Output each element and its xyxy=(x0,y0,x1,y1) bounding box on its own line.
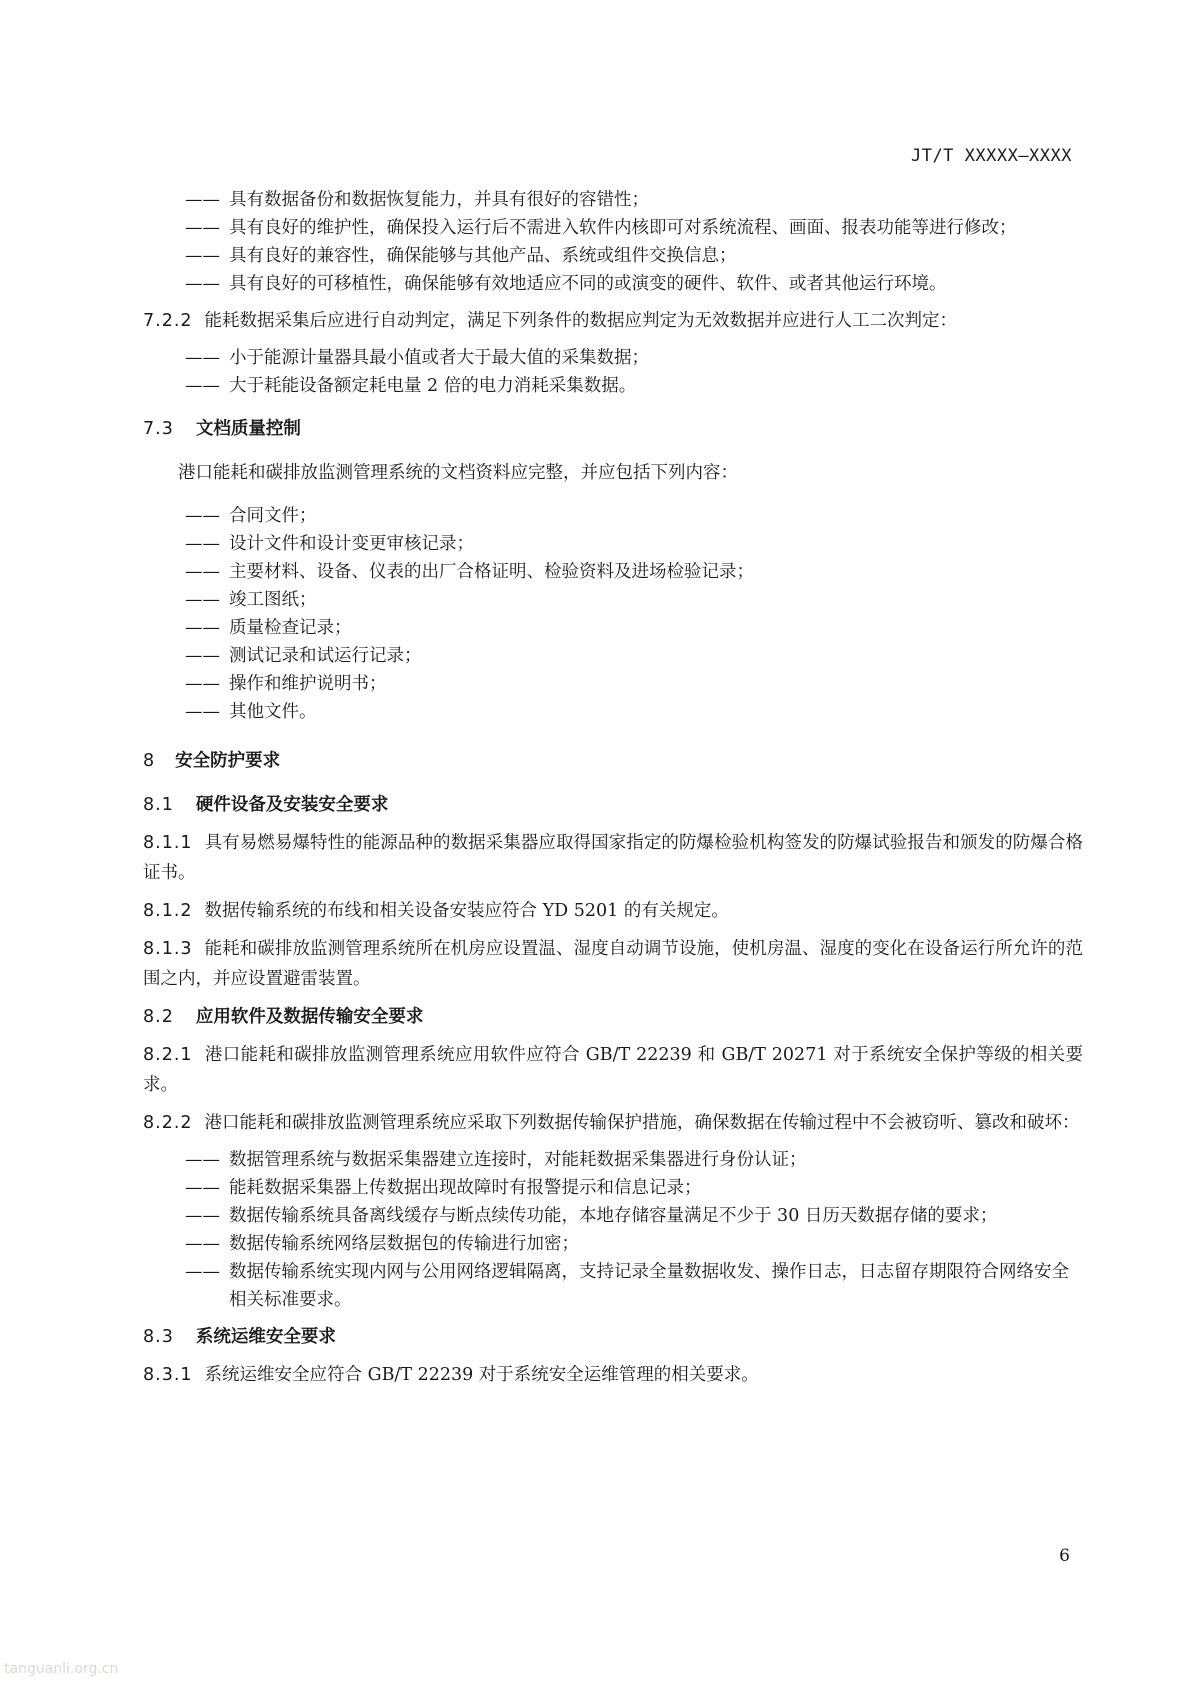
clause-8-2-2 xyxy=(143,1108,1083,1138)
section-number: 8.3 xyxy=(143,1327,174,1347)
dash-mark: —— xyxy=(185,274,220,294)
section-number: 8.2 xyxy=(143,1007,174,1027)
chapter-number: 8 xyxy=(143,751,156,771)
list-item-text: 具有良好的维护性，确保投入运行后不需进入软件内核即可对系统流程、画面、报表功能等进行修改； xyxy=(229,218,1017,238)
section-heading-8-2 xyxy=(143,1002,1083,1032)
clause-text: 港口能耗和碳排放监测管理系统应用软件应符合 GB/T 22239 和 GB/T 20271 对于系统安全保护等级的相关要求。 xyxy=(143,1045,1083,1095)
clause-text: 具有易燃易爆特性的能源品种的数据采集器应取得国家指定的防爆检验机构签发的防爆试验报告和颁发的防爆合格证书。 xyxy=(143,833,1083,883)
list-item xyxy=(185,614,1083,642)
list-item xyxy=(185,242,1083,270)
clause-text: 能耗和碳排放监测管理系统所在机房应设置温、湿度自动调节设施，使机房温、湿度的变化在设备运行所允许的范围之内，并应设置避雷装置。 xyxy=(143,939,1083,989)
list-item-text: 其他文件。 xyxy=(229,702,317,722)
site-watermark: tanguanli.org.cn xyxy=(4,1661,119,1677)
dash-mark: —— xyxy=(185,506,220,526)
section-number: 7.3 xyxy=(143,419,174,439)
standard-code-header: JT/T XXXXX—XXXX xyxy=(910,146,1072,166)
list-item xyxy=(185,558,1083,586)
dash-mark: —— xyxy=(185,674,220,694)
section-title: 应用软件及数据传输安全要求 xyxy=(195,1007,424,1027)
list-item xyxy=(185,698,1083,726)
list-item xyxy=(185,1230,1083,1258)
list-item-text: 数据管理系统与数据采集器建立连接时，对能耗数据采集器进行身份认证； xyxy=(229,1150,807,1170)
clause-number: 8.1.1 xyxy=(143,833,193,853)
list-item-text: 小于能源计量器具最小值或者大于最大值的采集数据； xyxy=(229,348,649,368)
dash-mark: —— xyxy=(185,218,220,238)
section-title: 系统运维安全要求 xyxy=(195,1327,336,1347)
clause-7-2-2 xyxy=(143,306,1083,336)
section-heading-7-3 xyxy=(143,414,1083,444)
dash-mark: —— xyxy=(185,348,220,368)
dash-mark: —— xyxy=(185,190,220,210)
dash-mark: —— xyxy=(185,534,220,554)
list-item xyxy=(185,502,1083,530)
dash-mark: —— xyxy=(185,246,220,266)
section-number: 8.1 xyxy=(143,795,174,815)
list-item-text: 大于耗能设备额定耗电量 2 倍的电力消耗采集数据。 xyxy=(229,376,637,396)
list-item-text: 合同文件； xyxy=(229,506,317,526)
chapter-heading-8 xyxy=(143,746,1083,776)
clause-8-3-1 xyxy=(143,1360,1083,1390)
list-item-text: 数据传输系统网络层数据包的传输进行加密； xyxy=(229,1234,579,1254)
section-heading-8-3 xyxy=(143,1322,1083,1352)
dash-mark: —— xyxy=(185,1150,220,1170)
page-number: 6 xyxy=(1059,1546,1070,1566)
list-item xyxy=(185,670,1083,698)
list-item xyxy=(185,586,1083,614)
dash-mark: —— xyxy=(185,376,220,396)
clause-number: 8.3.1 xyxy=(143,1365,193,1385)
clause-8-1-2 xyxy=(143,896,1083,926)
list-item xyxy=(185,344,1083,372)
clause-number: 8.1.3 xyxy=(143,939,193,959)
dash-mark: —— xyxy=(185,702,220,722)
clause-8-1-1 xyxy=(143,828,1083,888)
list-item-text: 设计文件和设计变更审核记录； xyxy=(229,534,474,554)
dash-mark: —— xyxy=(185,562,220,582)
page-content xyxy=(143,186,1083,1390)
bullet-list-8-2-2 xyxy=(143,1146,1083,1314)
list-item xyxy=(185,1146,1083,1174)
list-item xyxy=(185,372,1083,400)
list-item xyxy=(185,270,1083,298)
list-item xyxy=(185,1202,1083,1230)
list-item-text: 具有良好的可移植性，确保能够有效地适应不同的或演变的硬件、软件、或者其他运行环境。 xyxy=(229,274,947,294)
list-item xyxy=(185,186,1083,214)
clause-text: 系统运维安全应符合 GB/T 22239 对于系统安全运维管理的相关要求。 xyxy=(204,1365,759,1385)
clause-number: 8.1.2 xyxy=(143,901,193,921)
list-item-text: 主要材料、设备、仪表的出厂合格证明、检验资料及进场检验记录； xyxy=(229,562,754,582)
list-item-text: 具有良好的兼容性，确保能够与其他产品、系统或组件交换信息； xyxy=(229,246,737,266)
bullet-list-7-3 xyxy=(143,502,1083,726)
dash-mark: —— xyxy=(185,1234,220,1254)
clause-text: 数据传输系统的布线和相关设备安装应符合 YD 5201 的有关规定。 xyxy=(204,901,729,921)
section-title: 文档质量控制 xyxy=(195,419,301,439)
chapter-title: 安全防护要求 xyxy=(175,751,281,771)
clause-number: 8.2.1 xyxy=(143,1045,193,1065)
list-item-text: 测试记录和试运行记录； xyxy=(229,646,422,666)
list-item-text: 操作和维护说明书； xyxy=(229,674,387,694)
section-title: 硬件设备及安装安全要求 xyxy=(195,795,389,815)
list-item xyxy=(185,1258,1083,1314)
list-item-text: 竣工图纸； xyxy=(229,590,317,610)
list-item xyxy=(185,1174,1083,1202)
list-item-text: 能耗数据采集器上传数据出现故障时有报警提示和信息记录； xyxy=(229,1178,702,1198)
list-item xyxy=(185,642,1083,670)
list-item xyxy=(185,530,1083,558)
list-item-text: 具有数据备份和数据恢复能力，并具有很好的容错性； xyxy=(229,190,649,210)
dash-mark: —— xyxy=(185,646,220,666)
dash-mark: —— xyxy=(185,590,220,610)
clause-text: 港口能耗和碳排放监测管理系统应采取下列数据传输保护措施，确保数据在传输过程中不会被窃听、篡改和破坏： xyxy=(204,1113,1080,1133)
list-item xyxy=(185,214,1083,242)
clause-number: 8.2.2 xyxy=(143,1113,193,1133)
bullet-list-7-2-2 xyxy=(143,344,1083,400)
dash-mark: —— xyxy=(185,618,220,638)
dash-mark: —— xyxy=(185,1206,220,1226)
bullet-list-7-2-1 xyxy=(143,186,1083,298)
dash-mark: —— xyxy=(185,1262,220,1282)
paragraph-7-3: 港口能耗和碳排放监测管理系统的文档资料应完整，并应包括下列内容： xyxy=(178,463,738,483)
section-heading-8-1 xyxy=(143,790,1083,820)
list-item-text: 数据传输系统实现内网与公用网络逻辑隔离，支持记录全量数据收发、操作日志，日志留存期限符合网络安全相关标准要求。 xyxy=(229,1262,1069,1310)
list-item-text: 质量检查记录； xyxy=(229,618,352,638)
clause-8-2-1 xyxy=(143,1040,1083,1100)
clause-number: 7.2.2 xyxy=(143,311,193,331)
clause-text: 能耗数据采集后应进行自动判定，满足下列条件的数据应判定为无效数据并应进行人工二次判定： xyxy=(204,311,958,331)
clause-8-1-3 xyxy=(143,934,1083,994)
dash-mark: —— xyxy=(185,1178,220,1198)
list-item-text: 数据传输系统具备离线缓存与断点续传功能，本地存储容量满足不少于 30 日历天数据存储的要求； xyxy=(229,1206,998,1226)
